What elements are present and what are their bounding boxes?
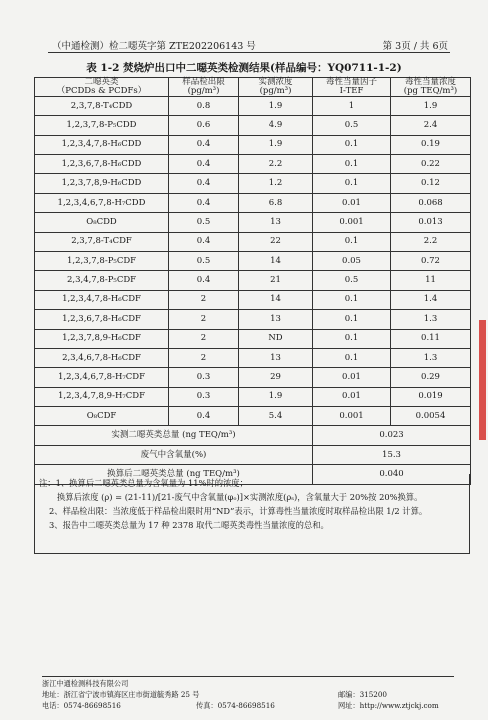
- cell-limit: 0.3: [169, 387, 239, 406]
- cell-tef: 0.1: [313, 174, 391, 193]
- phone: 电话：0574-86698516: [42, 701, 121, 710]
- cell-conc: 14: [239, 290, 313, 309]
- page-footer: [42, 678, 454, 711]
- cell-tef: 0.001: [313, 213, 391, 232]
- cell-teq: 0.11: [391, 329, 471, 348]
- cell-name: 1,2,3,6,7,8-H₆CDD: [35, 155, 169, 174]
- cell-name: 1,2,3,4,7,8,9-H₇CDF: [35, 387, 169, 406]
- col-header-tef: 毒性当量因子 I-TEF: [313, 78, 391, 97]
- cell-tef: 0.1: [313, 155, 391, 174]
- table-row: [35, 368, 471, 387]
- cell-name: 2,3,4,7,8-P₅CDF: [35, 271, 169, 290]
- cell-conc: 21: [239, 271, 313, 290]
- cell-conc: 5.4: [239, 407, 313, 426]
- cell-limit: 0.5: [169, 251, 239, 270]
- cell-tef: 0.1: [313, 135, 391, 154]
- table-row: [35, 290, 471, 309]
- cell-teq: 0.068: [391, 193, 471, 212]
- results-table: [34, 77, 471, 485]
- cell-conc: 29: [239, 368, 313, 387]
- cell-conc: 1.9: [239, 135, 313, 154]
- cell-teq: 2.4: [391, 116, 471, 135]
- note-1: 注：1、换算后二噁英类总量为含氧量为 11%时的浓度；: [39, 478, 248, 488]
- table-row: [35, 174, 471, 193]
- cell-name: 1,2,3,4,6,7,8-H₇CDF: [35, 368, 169, 387]
- footer-divider: [42, 676, 454, 677]
- cell-limit: 0.8: [169, 96, 239, 115]
- cell-teq: 0.72: [391, 251, 471, 270]
- cell-conc: 14: [239, 251, 313, 270]
- cell-teq: 0.019: [391, 387, 471, 406]
- table-row: [35, 251, 471, 270]
- table-row: [35, 116, 471, 135]
- cell-limit: 2: [169, 348, 239, 367]
- cell-tef: 0.001: [313, 407, 391, 426]
- notes-box: [34, 474, 470, 554]
- cell-name: 1,2,3,4,6,7,8-H₇CDD: [35, 193, 169, 212]
- table-row: [35, 96, 471, 115]
- company-name: 浙江中通检测科技有限公司: [42, 679, 129, 688]
- fax: 传真：0574-86698516: [196, 701, 275, 710]
- summary-value: 15.3: [313, 445, 471, 464]
- cell-teq: 1.4: [391, 290, 471, 309]
- cell-tef: 0.5: [313, 271, 391, 290]
- cell-conc: 13: [239, 310, 313, 329]
- table-row: [35, 135, 471, 154]
- cell-teq: 0.013: [391, 213, 471, 232]
- note-2: 2、样品检出限：当浓度低于样品检出限时用“ND”表示，计算毒性当量浓度时取样品检出限 1/2 计算。: [49, 506, 428, 516]
- page-number: 第 3页 / 共 6页: [382, 41, 448, 52]
- summary-row: [35, 426, 471, 445]
- cell-tef: 0.05: [313, 251, 391, 270]
- cell-conc: 1.9: [239, 387, 313, 406]
- table-row: [35, 310, 471, 329]
- cell-tef: 0.01: [313, 387, 391, 406]
- cell-tef: 1: [313, 96, 391, 115]
- cell-teq: 11: [391, 271, 471, 290]
- cell-limit: 0.4: [169, 232, 239, 251]
- cell-teq: 0.22: [391, 155, 471, 174]
- cell-limit: 2: [169, 290, 239, 309]
- cell-tef: 0.1: [313, 310, 391, 329]
- summary-row: [35, 445, 471, 464]
- cell-limit: 2: [169, 310, 239, 329]
- cell-limit: 0.4: [169, 271, 239, 290]
- cell-tef: 0.01: [313, 193, 391, 212]
- cell-conc: 22: [239, 232, 313, 251]
- cell-conc: 1.2: [239, 174, 313, 193]
- cell-teq: 1.9: [391, 96, 471, 115]
- summary-value: 0.040: [313, 465, 471, 484]
- cell-teq: 0.29: [391, 368, 471, 387]
- summary-label: 实测二噁英类总量 (ng TEQ/m³): [35, 426, 313, 445]
- table-row: [35, 271, 471, 290]
- cell-name: 1,2,3,6,7,8-H₆CDF: [35, 310, 169, 329]
- cell-conc: 13: [239, 348, 313, 367]
- table-row: [35, 387, 471, 406]
- table-row: [35, 213, 471, 232]
- report-number: （中通检测）检二噁英字第 ZTE202206143 号: [52, 41, 256, 52]
- cell-teq: 2.2: [391, 232, 471, 251]
- summary-label: 换算后二噁英类总量 (ng TEQ/m³): [35, 465, 313, 484]
- cell-tef: 0.5: [313, 116, 391, 135]
- cell-limit: 0.4: [169, 407, 239, 426]
- cell-teq: 0.0054: [391, 407, 471, 426]
- cell-limit: 2: [169, 329, 239, 348]
- seam-stamp: [479, 320, 486, 440]
- postcode: 邮编：315200: [338, 690, 388, 699]
- cell-limit: 0.3: [169, 368, 239, 387]
- cell-limit: 0.4: [169, 135, 239, 154]
- cell-name: 1,2,3,4,7,8-H₆CDF: [35, 290, 169, 309]
- cell-conc: ND: [239, 329, 313, 348]
- cell-tef: 0.01: [313, 368, 391, 387]
- col-header-teq: 毒性当量浓度 (pg TEQ/m³): [391, 78, 471, 97]
- table-title: 表 1-2 焚烧炉出口中二噁英类检测结果(样品编号：YQ0711-1-2): [86, 62, 402, 74]
- cell-name: 1,2,3,7,8,9-H₆CDF: [35, 329, 169, 348]
- cell-name: 1,2,3,7,8-P₅CDD: [35, 116, 169, 135]
- note-1-formula: 换算后浓度 (ρ) = (21-11)/[21-废气中含氧量(φₒ)]×实测浓度(ρₛ)，含氧量大于 20%按 20%换算。: [57, 492, 423, 502]
- cell-conc: 4.9: [239, 116, 313, 135]
- header-divider: [48, 52, 450, 53]
- cell-limit: 0.5: [169, 213, 239, 232]
- table-row: [35, 348, 471, 367]
- summary-value: 0.023: [313, 426, 471, 445]
- cell-name: 1,2,3,4,7,8-H₆CDD: [35, 135, 169, 154]
- cell-teq: 1.3: [391, 310, 471, 329]
- cell-name: O₈CDF: [35, 407, 169, 426]
- cell-conc: 1.9: [239, 96, 313, 115]
- table-row: [35, 232, 471, 251]
- cell-name: 1,2,3,7,8-P₅CDF: [35, 251, 169, 270]
- cell-name: 1,2,3,7,8,9-H₆CDD: [35, 174, 169, 193]
- summary-label: 废气中含氧量(%): [35, 445, 313, 464]
- table-row: [35, 193, 471, 212]
- cell-teq: 1.3: [391, 348, 471, 367]
- cell-limit: 0.4: [169, 155, 239, 174]
- cell-name: 2,3,4,6,7,8-H₆CDF: [35, 348, 169, 367]
- cell-name: 2,3,7,8-T₄CDF: [35, 232, 169, 251]
- cell-name: O₈CDD: [35, 213, 169, 232]
- cell-conc: 6.8: [239, 193, 313, 212]
- cell-teq: 0.12: [391, 174, 471, 193]
- page-header: [52, 38, 448, 52]
- cell-limit: 0.4: [169, 174, 239, 193]
- website[interactable]: 网址：http://www.ztjckj.com: [338, 701, 439, 710]
- cell-tef: 0.1: [313, 290, 391, 309]
- col-header-limit: 样品检出限 (pg/m³): [169, 78, 239, 97]
- cell-conc: 13: [239, 213, 313, 232]
- table-row: [35, 155, 471, 174]
- cell-tef: 0.1: [313, 348, 391, 367]
- cell-conc: 2.2: [239, 155, 313, 174]
- company-address: 地址：浙江省宁波市镇海区庄市街道毓秀路 25 号: [42, 690, 200, 699]
- cell-tef: 0.1: [313, 232, 391, 251]
- note-3: 3、报告中二噁英类总量为 17 种 2378 取代二噁英类毒性当量浓度的总和。: [49, 520, 329, 530]
- cell-teq: 0.19: [391, 135, 471, 154]
- table-row: [35, 329, 471, 348]
- cell-tef: 0.1: [313, 329, 391, 348]
- table-row: [35, 407, 471, 426]
- col-header-conc: 实测浓度 (pg/m³): [239, 78, 313, 97]
- cell-name: 2,3,7,8-T₄CDD: [35, 96, 169, 115]
- col-header-name: 二噁英类 （PCDDs & PCDFs）: [35, 78, 169, 97]
- cell-limit: 0.6: [169, 116, 239, 135]
- cell-limit: 0.4: [169, 193, 239, 212]
